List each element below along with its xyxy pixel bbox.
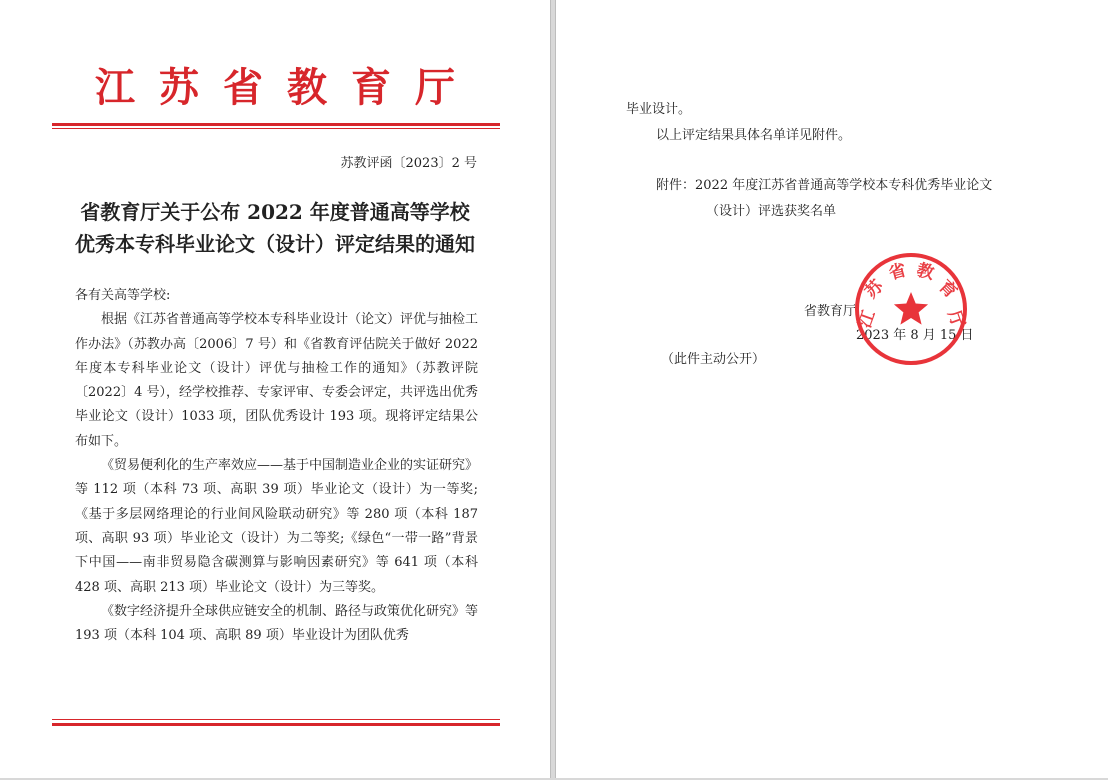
letterhead-rule-thin	[52, 128, 500, 129]
notice-title	[0, 196, 550, 260]
results-note: 以上评定结果具体名单详见附件。	[656, 128, 852, 143]
attachment-line-2: （设计）评选获奖名单	[706, 204, 837, 219]
seal-char-5: 育	[934, 276, 961, 303]
date-text: 2023 年 8 月 15 日	[856, 328, 974, 343]
document-page-right	[555, 0, 1108, 778]
footer-rule-thin	[52, 719, 500, 720]
notice-title-line-1: 省教育厅关于公布 2022 年度普通高等学校	[80, 200, 470, 224]
seal-char-3: 省	[886, 260, 909, 285]
body-paragraph-2: 《贸易便利化的生产率效应——基于中国制造业企业的实证研究》等 112 项（本科 73 项、高职 39 项）毕业论文（设计）为一等奖;《基于多层网络理论的行业间风险联动研究》等 280 项（本科 187 项、高职 93 项）毕业论文（设计）为二等奖;《绿色“一带一路”背景下中国——南非贸易隐含碳测算与影响因素研究》等 641 项（本科 428 项、高职 213 项）毕业论文（设计）为三等奖。	[75, 458, 479, 595]
body-paragraph-3: 《数字经济提升全球供应链安全的机制、路径与政策优化研究》等 193 项（本科 104 项、高职 89 项）毕业设计为团队优秀	[75, 603, 479, 644]
star-icon	[894, 292, 928, 325]
seal-char-2: 苏	[861, 276, 888, 303]
salutation: 各有关高等学校:	[75, 288, 171, 303]
notice-body	[75, 284, 478, 648]
attachment-line-1: 附件：2022 年度江苏省普通高等学校本专科优秀毕业论文	[656, 178, 993, 193]
document-page-left	[0, 0, 551, 778]
body-paragraph-1: 根据《江苏省普通高等学校本专科毕业设计（论文）评优与抽检工作办法》（苏教办高〔2006〕7 号）和《省教育评估院关于做好 2022 年度本专科毕业论文（设计）评优与抽检工作的通知》（苏教评院〔2022〕4 号），经学校推荐、专家评审、专委会评定，共评选出优秀毕业论文（设计）1033 项，团队优秀设计 193 项。现将评定结果公布如下。	[75, 312, 479, 449]
letterhead-rule-thick	[52, 123, 500, 126]
disclosure-note: （此件主动公开）	[661, 352, 766, 367]
seal-char-6: 厅	[943, 307, 969, 331]
continuation-text: 毕业设计。	[626, 102, 692, 117]
official-seal-stamp	[852, 250, 970, 368]
seal-char-4: 教	[914, 260, 937, 285]
notice-title-line-2: 优秀本专科毕业论文（设计）评定结果的通知	[75, 232, 475, 256]
footer-rule-thick	[52, 723, 500, 726]
letterhead-title: 江苏省教育厅	[95, 64, 479, 111]
document-number: 苏教评函〔2023〕2 号	[340, 156, 477, 171]
seal-char-1: 江	[854, 307, 880, 331]
signature-text: 省教育厅	[804, 304, 857, 319]
